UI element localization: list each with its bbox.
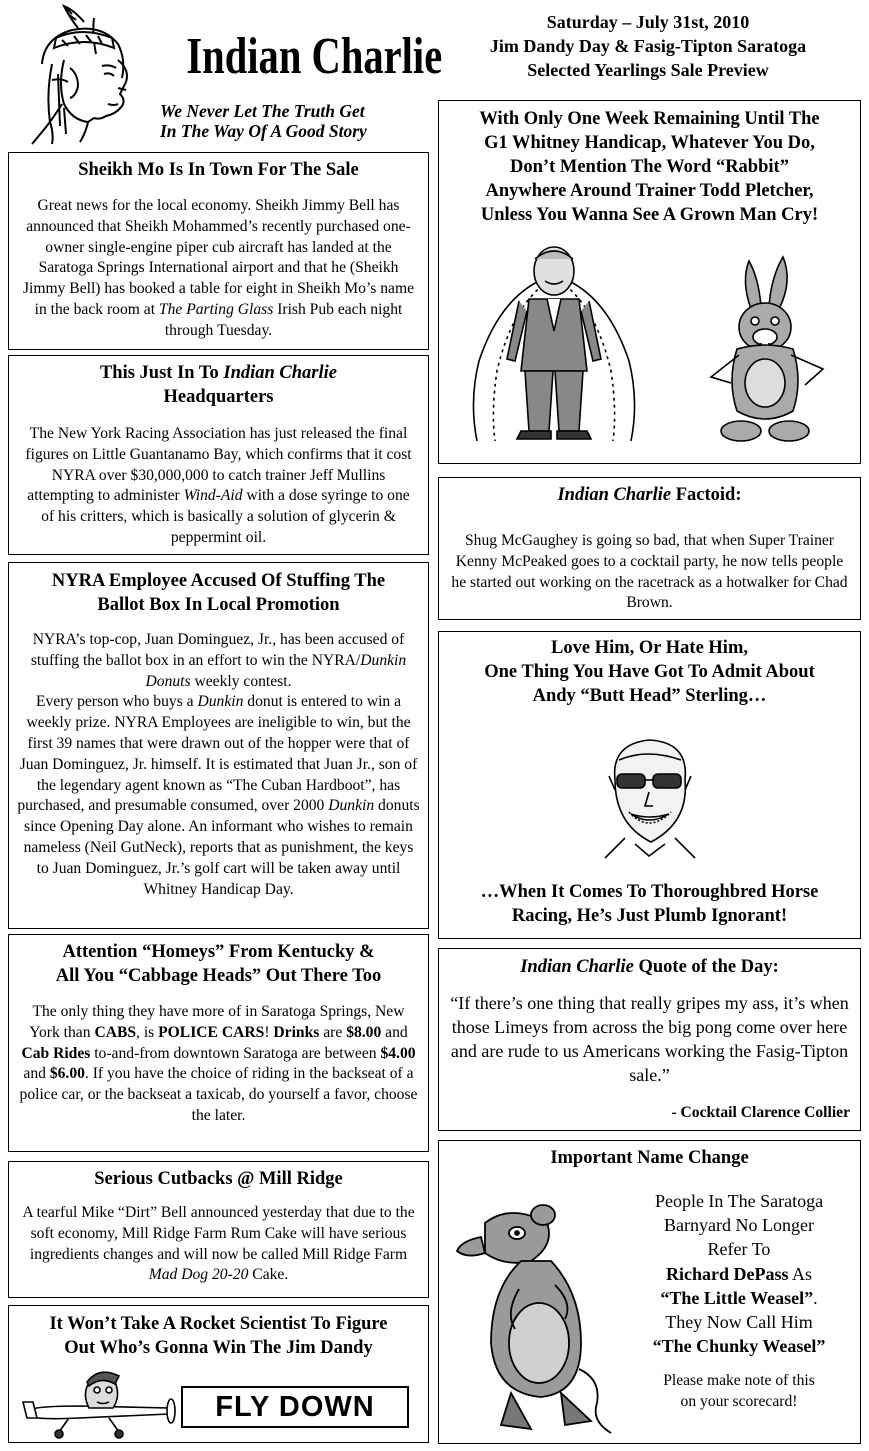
body-text: and: [23, 1065, 50, 1083]
headline-text: All You “Cabbage Heads” Out There Too: [55, 966, 382, 986]
body-text: The New York Racing Association has just released the final figures on Little Guantanamo Bay, which confirms that it cost NYRA over $30,000,000 to catch trainer Jeff Mullins attempting to administer: [25, 425, 412, 505]
text-line: [621, 1262, 857, 1286]
body-bold: Cab Rides: [21, 1044, 91, 1062]
body-bold: $6.00: [49, 1065, 85, 1083]
airplane-pilot-icon: [19, 1362, 179, 1440]
article-body: [19, 196, 418, 342]
masthead-tagline-1: We Never Let The Truth Get: [160, 101, 365, 121]
headline-italic: Indian Charlie: [557, 485, 672, 505]
text-line: Please make note of this: [663, 1372, 815, 1390]
body-bold: CABS: [94, 1023, 137, 1041]
body-text: Irish Pub each night through Tuesday.: [164, 300, 403, 339]
article-body: Shug McGaughey is going so bad, that when Super Trainer Kenny McPeaked goes to a cocktail party, he now tells people he started out working on the racetrack as a hotwalker for Chad Brown.: [451, 532, 848, 612]
headline-text: With Only One Week Remaining Until The: [479, 109, 820, 129]
fly-down-sign: FLY DOWN: [181, 1386, 409, 1428]
name-bold: “The Chunky Weasel”: [652, 1336, 826, 1357]
headline-text: Don’t Mention The Word “Rabbit”: [510, 157, 789, 177]
paragraph: [17, 692, 420, 900]
headline-text: Headquarters: [163, 387, 274, 407]
text-line: They Now Call Him: [665, 1312, 813, 1333]
headline-text: Attention “Homeys” From Kentucky &: [62, 942, 375, 962]
body-bold: $8.00: [346, 1023, 382, 1041]
punchline-text: …When It Comes To Thoroughbred Horse: [480, 882, 819, 902]
body-text: . If you have the choice of riding in the backseat of a police car, or the backseat a taxicab, do yourself a favor, choose the later.: [19, 1065, 418, 1124]
headline-text: It Won’t Take A Rocket Scientist To Figure: [49, 1314, 388, 1334]
body-italic: Dunkin Donuts: [145, 651, 407, 690]
body-bold: Drinks: [273, 1023, 320, 1041]
body-italic: Dunkin: [197, 693, 244, 711]
article-headline: [9, 361, 428, 409]
paragraph: [17, 630, 420, 692]
masthead-title: Indian Charlie: [186, 28, 443, 85]
headline-text: Anywhere Around Trainer Todd Pletcher,: [485, 181, 814, 201]
caricature-sunglasses-icon: [585, 730, 715, 860]
body-text: Cake.: [248, 1266, 289, 1284]
article-body: [17, 630, 420, 900]
quote-attribution: - Cocktail Clarence Collier: [671, 1104, 850, 1121]
scorecard-note: [621, 1370, 857, 1412]
headline-text: This Just In To: [99, 363, 224, 383]
article-headline: [9, 940, 428, 988]
article-body: [17, 1002, 420, 1127]
headline-text: Unless You Wanna See A Grown Man Cry!: [480, 205, 819, 225]
article-headline: [9, 1312, 428, 1360]
article-body: [19, 424, 418, 549]
body-text: to-and-from downtown Saratoga are between: [90, 1044, 381, 1062]
headline-text: NYRA Employee Accused Of Stuffing The: [51, 571, 386, 591]
headline-text: Ballot Box In Local Promotion: [97, 595, 340, 615]
body-text: weekly contest.: [190, 672, 292, 690]
body-text: NYRA’s top-cop, Juan Dominguez, Jr., has been accused of stuffing the ballot box in an effort to win the NYRA/: [30, 631, 405, 669]
article-sheikh-mo: [8, 152, 429, 350]
name-bold: Richard DePass: [665, 1263, 789, 1284]
body-italic: Dunkin: [328, 797, 375, 815]
rabbit-icon: [697, 251, 847, 451]
article-andy-sterling: [438, 631, 861, 939]
article-punchline: [439, 880, 860, 928]
text-line: Refer To: [707, 1239, 771, 1260]
dateline: [436, 10, 860, 82]
headline-italic: Indian Charlie: [520, 957, 634, 977]
text-line: People In The Saratoga: [654, 1191, 824, 1211]
article-headline: Sheikh Mo Is In Town For The Sale: [78, 160, 359, 180]
article-headline: [439, 483, 860, 507]
body-italic: The Parting Glass: [158, 300, 274, 318]
weasel-icon: [451, 1193, 616, 1438]
article-headline: [439, 955, 860, 979]
dateline-event: Jim Dandy Day & Fasig-Tipton Saratoga: [489, 36, 807, 56]
masthead-tagline-2: In The Way Of A Good Story: [160, 121, 367, 141]
headline-text: One Thing You Have Got To Admit About: [484, 662, 815, 682]
body-bold: POLICE CARS: [158, 1023, 265, 1041]
article-homeys: [8, 934, 429, 1152]
headline-text: Love Him, Or Hate Him,: [551, 638, 748, 658]
body-text: The only thing they have more of in Saratoga Springs, New York than: [29, 1003, 405, 1041]
body-italic: Wind-Aid: [183, 487, 243, 505]
dateline-sale: Selected Yearlings Sale Preview: [527, 60, 769, 80]
article-name-change: [438, 1140, 861, 1444]
article-headline: [439, 107, 860, 227]
text-fragment: .: [813, 1287, 818, 1308]
body-text: Great news for the local economy. Sheikh Jimmy Bell has announced that Sheikh Mohammed’s recently purchased one-owner single-engine piper cub aircraft has landed at the Saratoga Springs International airport and that he (Sheikh Jimmy Bell) has booked a table for eight in Sheikh Mo’s name in the back room at: [22, 197, 415, 318]
punchline-text: Racing, He’s Just Plumb Ignorant!: [511, 906, 788, 926]
body-bold: $4.00: [380, 1044, 416, 1062]
article-headquarters: [8, 355, 429, 555]
text-line: [621, 1286, 857, 1310]
article-rocket-scientist: [8, 1305, 429, 1443]
body-text: A tearful Mike “Dirt” Bell announced yesterday that due to the soft economy, Mill Ridge Farm Rum Cake will have serious ingredients changes and will now be called Mill Ridge Farm: [22, 1204, 415, 1263]
body-italic: Mad Dog 20-20: [148, 1266, 249, 1284]
body-text: with a dose syringe to one of his critters, which is basically a solution of glycerin & peppermint oil.: [41, 487, 410, 546]
article-factoid: [438, 477, 861, 620]
name-bold: “The Little Weasel”: [660, 1287, 814, 1308]
article-whitney-rabbit: [438, 100, 861, 464]
article-headline: [439, 636, 860, 708]
article-mill-ridge: [8, 1161, 429, 1298]
text-line: on your scorecard!: [680, 1393, 798, 1411]
headline-italic: Indian Charlie: [223, 363, 338, 383]
headline-text: Andy “Butt Head” Sterling…: [532, 686, 767, 706]
headline-text: Quote of the Day:: [633, 957, 779, 977]
article-nyra-ballot: [8, 562, 429, 929]
body-text: , is: [136, 1023, 159, 1041]
text-fragment: As: [788, 1263, 812, 1284]
body-text: donut is entered to win a weekly prize. NYRA Employees are ineligible to win, but the first 39 names that were drawn out of the hopper were that of Juan Dominguez, Jr. himself. It is estimated that Juan Jr., son of the legendary agent known as “The Cuban Hardboot”, has purchased, and presumable consumed, over 2000: [17, 693, 418, 815]
headline-text: Out Who’s Gonna Win The Jim Dandy: [64, 1338, 373, 1358]
body-text: !: [264, 1023, 274, 1041]
body-text: Every person who buys a: [35, 693, 198, 711]
headline-text: G1 Whitney Handicap, Whatever You Do,: [484, 133, 815, 153]
article-headline: Serious Cutbacks @ Mill Ridge: [94, 1169, 343, 1189]
name-change-text: [621, 1189, 857, 1412]
article-headline: [9, 569, 428, 617]
body-text: are: [319, 1023, 347, 1041]
body-text: donuts since Opening Day alone. An informant who wishes to remain nameless (Neil GutNeck), reports that as punishment, the keys to Juan Dominguez, Jr.’s golf cart will be taken away until Whitney Handicap Day.: [23, 797, 420, 898]
article-headline: Important Name Change: [550, 1148, 749, 1168]
body-text: and: [381, 1023, 408, 1041]
article-quote-of-the-day: [438, 948, 861, 1131]
crying-man-icon: [459, 241, 649, 451]
indian-head-logo-icon: [22, 4, 162, 149]
quote-body: “If there’s one thing that really gripes my ass, it’s when those Limeys from across the big pong come over here and are rude to us Americans working the Fasig-Tipton sale.”: [450, 993, 849, 1085]
article-body: [19, 1203, 418, 1286]
text-line: Barnyard No Longer: [664, 1215, 814, 1236]
dateline-date: Saturday – July 31st, 2010: [546, 12, 750, 32]
headline-text: Factoid:: [671, 485, 742, 505]
